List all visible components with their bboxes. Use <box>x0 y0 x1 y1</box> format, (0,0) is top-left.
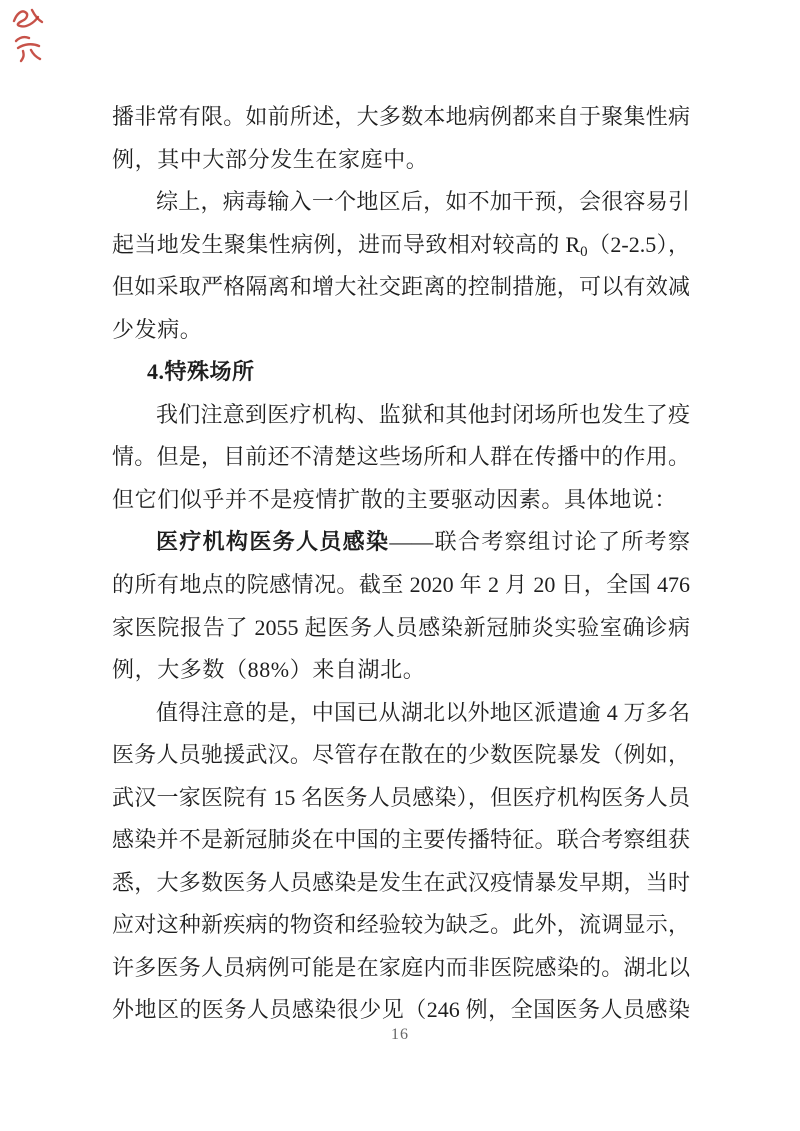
text-line-20: 应对这种新疾病的物资和经验较为缺乏。此外，流调显示， <box>112 912 690 938</box>
text-line-19: 悉，大多数医务人员感染是发生在武汉疫情暴发早期，当时 <box>112 869 690 895</box>
text-line-14: 例，大多数（88%）来自湖北。 <box>112 657 426 683</box>
text-line-18: 感染并不是新冠肺炎在中国的主要传播特征。联合考察组获 <box>112 827 690 853</box>
text-line-16: 医务人员驰援武汉。尽管存在散在的少数医院暴发（例如， <box>112 742 690 768</box>
text-line-15: 值得注意的是，中国已从湖北以外地区派遣逾 4 万多名 <box>156 699 690 725</box>
text-line-11: 医疗机构医务人员感染——联合考察组讨论了所考察 <box>156 529 690 555</box>
section-heading: 4.特殊场所 <box>147 359 255 385</box>
text-line-8: 我们注意到医疗机构、监狱和其他封闭场所也发生了疫 <box>156 401 690 427</box>
text-line-4: 起当地发生聚集性病例，进而导致相对较高的 $R_0(2-2.5)$， <box>112 231 690 260</box>
page-number: 16 <box>391 1026 409 1043</box>
text-line-22: 外地区的医务人员感染很少见（246 例，全国医务人员感染 <box>112 997 690 1023</box>
document-text <box>112 96 690 1032</box>
text-line-21: 许多医务人员病例可能是在家庭内而非医院感染的。湖北以 <box>112 954 690 980</box>
text-line-12: 的所有地点的院感情况。截至 2020 年 2 月 20 日，全国 476 <box>112 572 690 598</box>
text-line-6: 少发病。 <box>112 316 203 342</box>
text-line-9: 情。但是，目前还不清楚这些场所和人群在传播中的作用。 <box>112 444 690 470</box>
text-line-17: 武汉一家医院有 15 名医务人员感染），但医疗机构医务人员 <box>112 784 690 810</box>
text-line-3: 综上，病毒输入一个地区后，如不加干预，会很容易引 <box>156 189 690 215</box>
text-line-13: 家医院报告了 2055 起医务人员感染新冠肺炎实验室确诊病 <box>112 614 690 640</box>
text-line-5: 但如采取严格隔离和增大社交距离的控制措施，可以有效减 <box>112 274 690 300</box>
text-line-10: 但它们似乎并不是疫情扩散的主要驱动因素。具体地说： <box>112 486 678 512</box>
handwritten-red-annotation <box>8 5 52 63</box>
text-line-2: 例，其中大部分发生在家庭中。 <box>112 146 429 172</box>
text-line-1: 播非常有限。如前所述，大多数本地病例都来自于聚集性病 <box>112 104 690 129</box>
